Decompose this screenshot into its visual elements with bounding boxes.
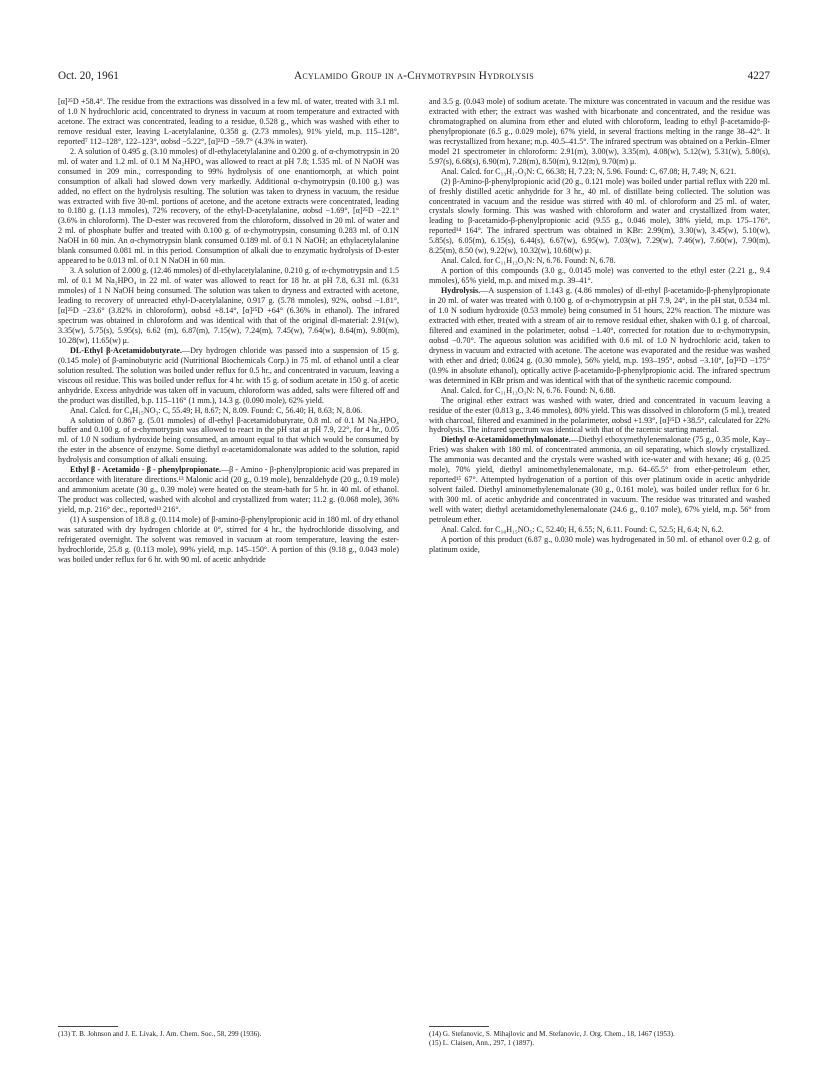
footnote-rule-left (58, 1026, 118, 1027)
paragraph-text: A portion of this product (6.87 g., 0.030 mole) was hydrogenated in 50 ml. of ethanol over 0.2 g. of platinum oxide, (429, 534, 770, 554)
paragraph-text: A solution of 0.867 g. (5.01 mmoles) of dl-ethyl β-acetamidobutyrate, 0.8 ml. of 0.1 M Na₂HPO₄ buffer and 0.100 g. of α-chymotrypsin was allowed to react in the pH stat at pH 7.9, 22°, for 4 hr., 0.05 ml. of 1.0 N sodium hydroxide being consumed, an amount equal to that which would be consumed by the ester in the absence of enzyme. Some diethyl α-acetamidomalonate was added to the solution, rapid hydrolysis and consumption of alkali ensuing. (58, 415, 399, 465)
footnotes-left (58, 1030, 399, 1039)
paragraph-text: Anal. Calcd. for C₁₃H₁₇O₃N: C, 66.38; H, 7.23; N, 5.96. Found: C, 67.08; H, 7.49; N, 6.21. (441, 166, 737, 176)
paragraph (429, 386, 770, 396)
footnote-rule-right (429, 1026, 489, 1027)
paragraph (429, 266, 770, 286)
paragraph-text: The original ether extract was washed with water, dried and concentrated in vacuum leaving a residue of the ester (0.813 g., 3.46 mmoles), 80% yield. This was dissolved in chloroform (5 ml.), treated with charcoal, filtered and examined in the polarimeter, αobsd +1.93°, [α]²⁵D +38.5°, calculated for 22% hydrolysis. The infrared spectrum was identical with that of the racemic starting material. (429, 395, 770, 435)
section-heading: Diethyl α-Acetamidomethylmalonate. (441, 435, 571, 445)
paragraph-text: —β - Amino - β-phenylpropionic acid was prepared in accordance with literature directions.¹³ Malonic acid (20 g., 0.19 mole), benzaldehyde (20 g., 0.19 mole) and ammonium acetate (30 g., 0.39 mole) were heated on the steam-bath for 5 hr. in 40 ml. of ethanol. The product was collected, washed with alcohol and crystallized from water; 11.2 g. (0.068 mole), 36% yield, m.p. 216° dec., reported¹³ 216°. (58, 465, 399, 515)
paragraph (429, 535, 770, 555)
footnote: (15) L. Claisen, Ann., 297, 1 (1897). (429, 1039, 535, 1047)
paragraph (58, 346, 399, 406)
paragraph (429, 286, 770, 386)
paragraph (58, 515, 399, 565)
section-heading: DL-Ethyl β-Acetamidobutyrate. (70, 345, 183, 355)
page-number: 4227 (747, 70, 770, 82)
paragraph-text: Anal. Calcd. for C₁₁H₁₃O₃N: N, 6.76. Found: N, 6.88. (441, 385, 616, 395)
paragraph-text: Anal. Calcd. for C₁₁H₁₃O₃N: N, 6.76. Found: N, 6.78. (441, 256, 616, 266)
running-header (58, 70, 770, 84)
footnote: (14) G. Stefanovic, S. Mihajlovic and M. Stefanovic, J. Org. Chem., 18, 1467 (1953). (429, 1030, 675, 1038)
left-column (58, 97, 399, 565)
paragraph-text: Anal. Calcd. for C₈H₁₅NO₃: C, 55.49; H, 8.67; N, 8.09. Found: C, 56.40; H, 8.63; N, 8.06. (70, 405, 363, 415)
header-date: Oct. 20, 1961 (58, 70, 119, 82)
paragraph (429, 167, 770, 177)
paragraph-text: (2) β-Amino-β-phenylpropionic acid (20 g., 0.121 mole) was boiled under partial reflux with 220 ml. of freshly distilled acetic anhydride for 3 hr., 40 ml. of distillate being collected. The solution was concentrated in vacuum and the residue was stirred with 40 ml. of chloroform and 25 ml. of water, crystals slowly forming. This was washed with chloroform and water and crystallized from water, leading to β-acetamido-β-phenylpropionic acid (9.55 g., 0.046 mole), 38% yield, m.p. 175–176°, reported¹⁴ 164°. The infrared spectrum was obtained in KBr: 2.99(m), 3.30(w), 3.45(w), 5.10(w), 5.85(s), 6.05(m), 6.15(s), 6.44(s), 6.67(w), 6.95(w), 7.03(w), 7.29(w), 7.46(w), 7.60(w), 7.90(m), 8.25(m), 8.50 (w), 9.22(w), 10.32(w), 10.68(w) μ. (429, 176, 770, 256)
footnotes-right (429, 1030, 770, 1048)
paragraph (58, 147, 399, 266)
paragraph (58, 406, 399, 416)
paragraph-text: A portion of this compounds (3.0 g., 0.0145 mole) was converted to the ethyl ester (2.21 g., 9.4 mmoles), 65% yield, m.p. and mixed m.p. 39–41°. (429, 266, 770, 286)
paragraph-text: (1) A suspension of 18.8 g. (0.114 mole) of β-amino-β-phenylpropionic acid in 180 ml. of dry ethanol was saturated with dry hydrogen chloride at 0°, stirred for 4 hr., the hydrochloride dissolving, and refrigerated overnight. The solvent was removed in vacuum at room temperature, leaving the ester-hydrochloride, 25.8 g. (0.113 mole), 99% yield, m.p. 145–150°. A portion of this (9.18 g., 0.043 mole) was boiled under reflux for 6 hr. with 90 ml. of acetic anhydride (58, 515, 399, 564)
footnote: (13) T. B. Johnson and J. E. Livak, J. Am. Chem. Soc., 58, 299 (1936). (58, 1030, 262, 1038)
paragraph (429, 177, 770, 257)
paragraph (429, 97, 770, 167)
paragraph-text: 2. A solution of 0.495 g. (3.10 mmoles) of dl-ethylacetylalanine and 0.200 g. of α-chymotrypsin in 20 ml. of water and 1.2 ml. of 0.1 M Na₂HPO₄ was allowed to react at pH 7.8; 1.535 ml. of N NaOH was consumed in 209 min., corresponding to 99% hydrolysis of one enantiomorph, at which point consumption of alkali had slowed down very markedly. Additional α-chymotrypsin (0.100 g.) was added, no effect on the hydrolysis resulting. The solution was taken to dryness in vacuum, the residue was extracted with five 30-ml. portions of acetone, and the acetone extracts were concentrated, leading to 0.180 g. (1.13 mmoles), 72% recovery, of the ethyl-D-acetylalanine, αobsd −1.69°, [α]²⁵D −22.1° (3.6% in chloroform). The D-ester was recovered from the chloroform, dissolved in 20 ml. of water and 2 ml. of phosphate buffer and treated with 0.100 g. of α-chymotrypsin, consuming 0.283 ml. of 0.1N NaOH in 60 min. An α-chymotrypsin blank consumed 0.189 ml. of 0.1 N NaOH; an ethylacetylalanine blank consumed 0.081 ml. in this period. Consumption of alkali due to enzymatic hydrolysis of D-ester appeared to be 0.013 ml. of 0.1 N NaOH in 60 min. (58, 146, 399, 266)
paragraph (429, 256, 770, 266)
paragraph-text: [α]²⁵D +58.4°. The residue from the extractions was dissolved in a few ml. of water, treated with 3.1 ml. of 1.0 N hydrochloric acid, concentrated to dryness in vacuum at room temperature and extracted with acetone. The extract was concentrated, leading to a residue, 0.528 g., which was washed with ether to remove residual ester, leaving L-acetylalanine, 0.358 g. (2.73 mmoles), 91% yield, m.p. 115–128°, reported⁷ 112–128°, 122–123°, αobsd −5.22°, [α]²⁵D −59.7° (4.3% in water). (58, 97, 399, 146)
header-title: Acylamido Group in α-Chymotrypsin Hydrolysis (294, 70, 534, 82)
paragraph (58, 465, 399, 515)
paragraph-text: and 3.5 g. (0.043 mole) of sodium acetate. The mixture was concentrated in vacuum and the residue was extracted with ether; the extract was washed with bicarbonate and concentrated, and the residue was chromatographed on alumina from ether and eluted with chloroform, leading to ethyl β-acetamido-β-phenylpropionate (6.5 g., 0.029 mole), 67% yield, in several fractions melting in the range 38–42°. It was recrystallized from hexane; m.p. 40.5–41.5°. The infrared spectrum was obtained on a Perkin–Elmer model 21 spectrometer in chloroform: 2.91(m), 3.00(w), 3.35(m), 4.08(w), 5.12(w), 5.31(w), 5.80(s), 5.97(s), 6.68(s), 6.90(m), 7.28(m), 8.50(m), 9.12(m), 9.70(m) μ. (429, 97, 770, 166)
paragraph (429, 525, 770, 535)
paragraph (58, 266, 399, 346)
paragraph-text: Anal. Calcd. for C₁₀H₁₅NO₅: C, 52.40; H, 6.55; N, 6.11. Found: C, 52.5; H, 6.4; N, 6.2. (441, 524, 724, 534)
section-heading: Hydrolysis. (441, 286, 481, 296)
paragraph (58, 97, 399, 147)
paragraph-text: 3. A solution of 2.000 g. (12.46 mmoles) of dl-ethylacetylalanine, 0.210 g. of α-chymotrypsin and 1.5 ml. of 0.1 M Na₂HPO₄ in 22 ml. of water was allowed to react for 18 hr. at pH 7.8, 6.31 ml. (6.31 mmoles) of 1 N NaOH being consumed. The solution was taken to dryness and extracted with acetone, leading to recovery of unreacted ethyl-D-acetylalanine, 0.917 g. (5.78 mmoles), 92%, αobsd −1.81°, [α]²⁵D −23.6° (3.82% in chloroform), αobsd +8.14°, [α]²⁵D +64° (6.36% in ethanol). The infrared spectrum was obtained in chloroform and was identical with that of the original dl-material: 2.91(w), 3.35(w), 5.75(s), 5.95(s), 6.62 (m), 6.87(m), 7.15(w), 7.24(m), 7.45(w), 7.64(w), 8.64(m), 9.80(m), 10.28(w), 11.65(w) μ. (58, 266, 399, 345)
paragraph (429, 435, 770, 525)
paragraph-text: —Diethyl ethoxymethylenemalonate (75 g., 0.35 mole, Kay–Fries) was shaken with 180 ml. of concentrated ammonia, an oil separating, which slowly crystallized. The ammonia was decanted and the crystals were washed with ice-water and with hexane; 46 g. (0.25 mole), 70% yield, diethyl aminomethylenemalonate, m.p. 64–65.5° from ether-petroleum ether, reported¹⁵ 67°. Attempted hydrogenation of a portion of this over platinum oxide in acetic anhydride solvent failed. Diethyl aminomethylenemalonate (30 g., 0.161 mole), was boiled under reflux for 6 hr. with 300 ml. of acetic anhydride and concentrated in vacuum. The residue was triturated and washed well with water; diethyl acetamidomethylenemalonate (24.6 g., 0.107 mole), 67% yield, m.p. 56° from petroleum ether. (429, 435, 771, 525)
paragraph (58, 416, 399, 466)
section-heading: Ethyl β - Acetamido - β - phenylpropionate. (70, 465, 222, 475)
right-column (429, 97, 770, 555)
paragraph (429, 396, 770, 436)
paragraph-text: —A suspension of 1.143 g. (4.86 mmoles) of dl-ethyl β-acetamido-β-phenylpropionate in 20 ml. of water was treated with 0.100 g. of α-chymotrypsin at pH 7.9, 24°, in the pH stat, 0.534 ml. of 1.0 N sodium hydroxide (0.53 mmole) being consumed in 51 hours, 22% reaction. The mixture was extracted with ether, treated with a stream of air to remove residual ether, shaken with 0.1 g. of charcoal, filtered and examined in the polarimeter, αobsd −1.40°, corrected for rotation due to α-chymotrypsin, αobsd −0.70°. The aqueous solution was acidified with 0.6 ml. of 1.0 N hydrochloric acid, taken to dryness in vacuum and extracted with acetone. The acetone was evaporated and the residue was washed with ether and dried; 0.0624 g. (0.30 mmole), 56% yield, m.p. 193–195°, αobsd −3.10°, [α]²⁵D −175° (0.9% in absolute ethanol), optically active β-acetamido-β-phenylpropionic acid. The infrared spectrum was determined in KBr prism and was identical with that of the synthetic racemic compound. (429, 286, 770, 385)
paragraph-text: —Dry hydrogen chloride was passed into a suspension of 15 g. (0.145 mole) of β-aminobutyric acid (Nutritional Biochemicals Corp.) in 75 ml. of ethanol until a clear solution resulted. The solution was boiled under reflux for 0.5 hr., and concentrated in vacuum, leaving a viscous oil residue. This was boiled under reflux for 4 hr. with 15 g. of sodium acetate in 150 g. of acetic anhydride. Excess anhydride was taken off in vacuum, chloroform was added, salts were filtered off and the product was distilled, b.p. 115–116° (1 mm.), 14.3 g. (0.090 mole), 62% yield. (58, 345, 399, 405)
